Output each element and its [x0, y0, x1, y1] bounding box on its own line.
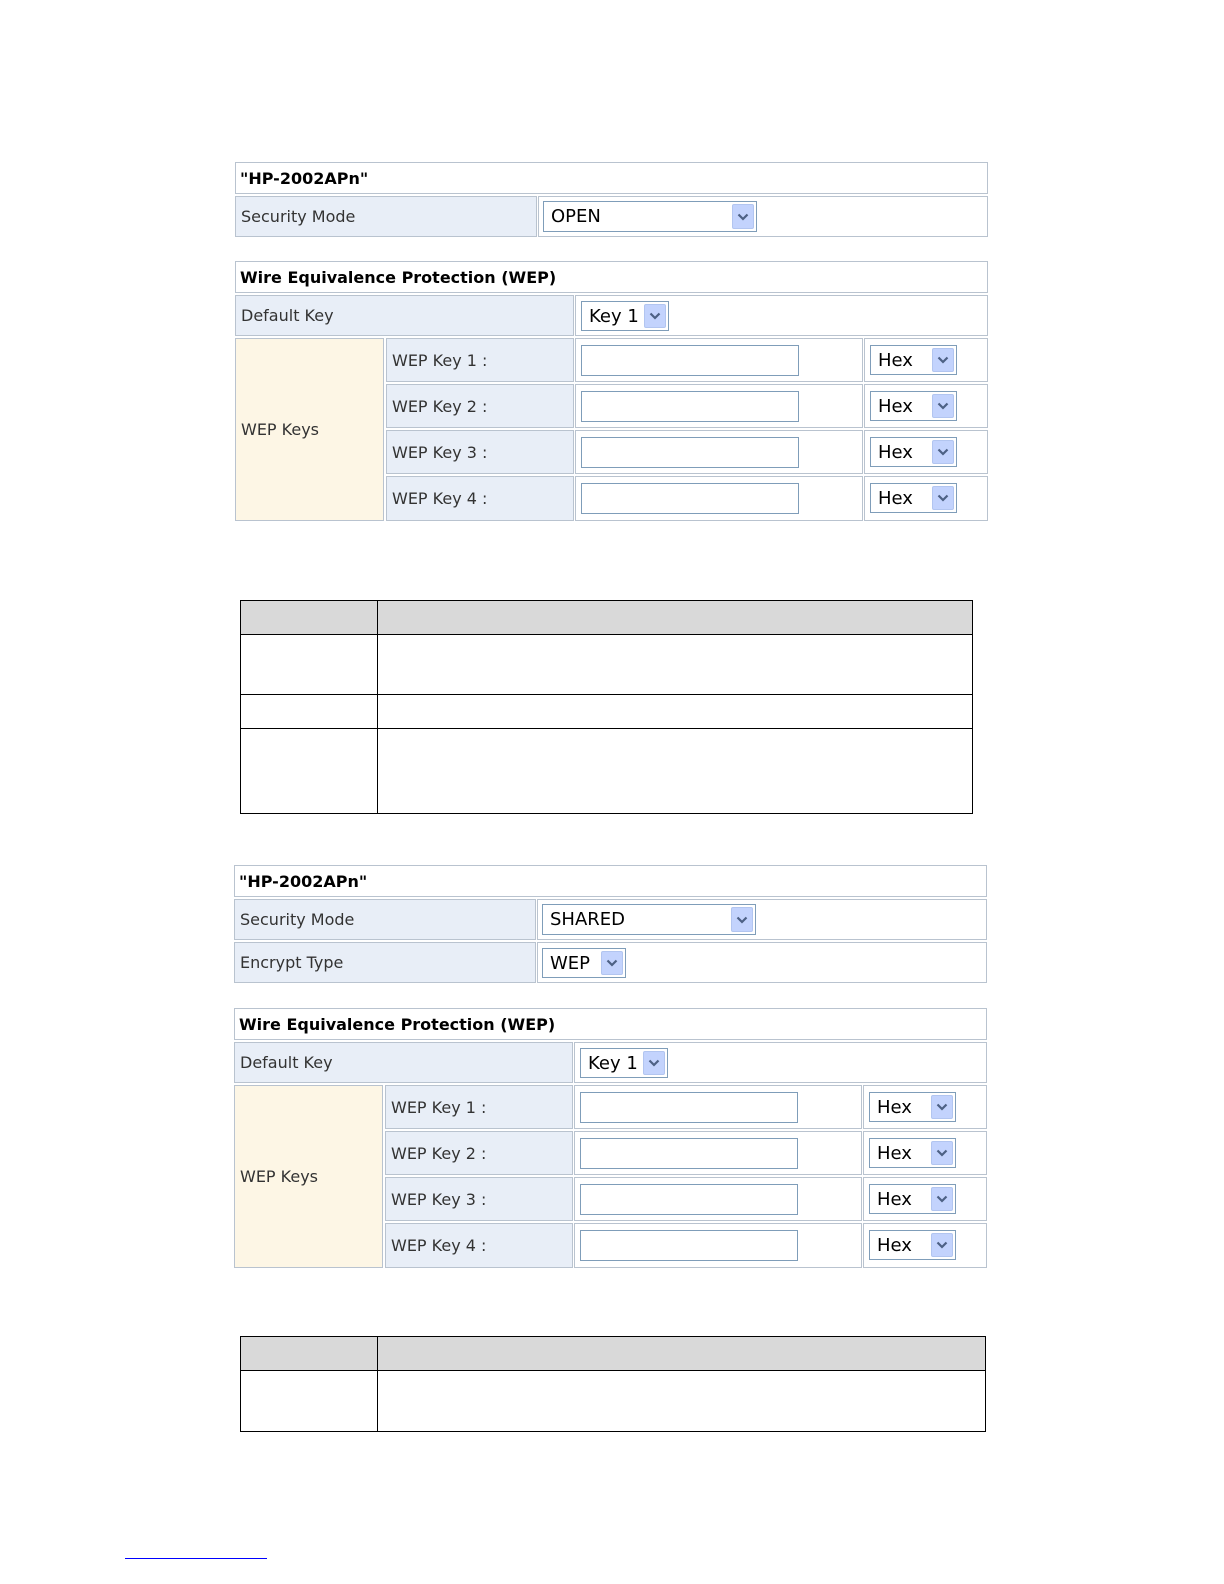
wep-key-3-input[interactable] — [581, 437, 799, 468]
wep-key-1-label: WEP Key 1 : — [386, 338, 574, 382]
device-title — [234, 865, 987, 897]
wep-key-3-format-cell — [864, 430, 988, 474]
chevron-down-icon[interactable] — [932, 440, 954, 464]
wep-key-3-label: WEP Key 3 : — [385, 1177, 573, 1221]
wep-section-title — [235, 261, 988, 293]
wep-key-4-cell — [574, 1223, 862, 1268]
wep-key-3-format-cell — [863, 1177, 987, 1221]
encrypt-type-label: Encrypt Type — [234, 942, 536, 983]
chevron-down-icon[interactable] — [643, 1051, 665, 1075]
encrypt-type-value: WEP — [550, 952, 591, 974]
table-row-divider — [241, 694, 972, 695]
wep-key-4-format-cell — [863, 1223, 987, 1268]
table-header-row — [241, 601, 972, 634]
wep-section-title — [234, 1008, 987, 1040]
wep-key-3-cell — [574, 1177, 862, 1221]
wep-key-3-format-select[interactable] — [870, 437, 957, 467]
chevron-down-icon[interactable] — [931, 1095, 953, 1119]
table-row-divider — [241, 1370, 985, 1371]
wep-key-2-input[interactable] — [581, 391, 799, 422]
chevron-down-icon[interactable] — [931, 1233, 953, 1257]
table-row-divider — [241, 728, 972, 729]
wep-key-3-format-select[interactable] — [869, 1184, 956, 1214]
wep-key-4-format-cell — [864, 476, 988, 521]
wep-key-1-format-select[interactable] — [870, 345, 957, 375]
footnote-separator — [125, 1558, 267, 1559]
wep-key-3-cell — [575, 430, 863, 474]
wep-key-2-format-cell — [863, 1131, 987, 1175]
encrypt-type-cell — [537, 942, 987, 983]
wep-key-1-label: WEP Key 1 : — [385, 1085, 573, 1129]
wep-key-2-cell — [574, 1131, 862, 1175]
wep-key-4-input[interactable] — [581, 483, 799, 514]
chevron-down-icon[interactable] — [644, 304, 666, 328]
chevron-down-icon[interactable] — [931, 1141, 953, 1165]
description-table-2 — [240, 1336, 986, 1432]
device-title-text: "HP-2002APn" — [240, 168, 369, 188]
wep-key-4-cell — [575, 476, 863, 521]
wep-key-4-format-select[interactable] — [870, 483, 957, 513]
wep-key-4-format-select[interactable] — [869, 1230, 956, 1260]
default-key-select[interactable] — [581, 301, 669, 331]
chevron-down-icon[interactable] — [931, 1187, 953, 1211]
security-mode-value: OPEN — [551, 206, 601, 227]
wep-key-2-input[interactable] — [580, 1138, 798, 1169]
wep-key-4-label: WEP Key 4 : — [386, 476, 574, 521]
wep-key-4-input[interactable] — [580, 1230, 798, 1261]
wep-key-3-label: WEP Key 3 : — [386, 430, 574, 474]
security-mode-cell — [537, 899, 987, 940]
wep-key-2-cell — [575, 384, 863, 428]
chevron-down-icon[interactable] — [932, 486, 954, 510]
wep-key-1-format-select[interactable] — [869, 1092, 956, 1122]
chevron-down-icon[interactable] — [731, 907, 753, 932]
default-key-cell — [575, 295, 988, 336]
wep-key-4-label: WEP Key 4 : — [385, 1223, 573, 1268]
table-row-divider — [241, 634, 972, 635]
wep-key-2-format-select[interactable] — [870, 391, 957, 421]
wep-key-1-format-value: Hex — [878, 349, 913, 371]
chevron-down-icon[interactable] — [932, 348, 954, 372]
wep-key-2-format-select[interactable] — [869, 1138, 956, 1168]
security-mode-select[interactable] — [542, 904, 756, 935]
wep-section-title-text: Wire Equivalence Protection (WEP) — [240, 267, 557, 287]
wep-key-3-input[interactable] — [580, 1184, 798, 1215]
security-mode-select[interactable] — [543, 201, 757, 232]
wep-section-title-text: Wire Equivalence Protection (WEP) — [239, 1014, 556, 1034]
wep-key-2-format-value: Hex — [878, 395, 913, 417]
wep-key-2-format-cell — [864, 384, 988, 428]
encrypt-type-select[interactable] — [542, 948, 626, 978]
device-title — [235, 162, 988, 194]
wep-key-1-cell — [574, 1085, 862, 1129]
chevron-down-icon[interactable] — [732, 204, 754, 229]
default-key-value: Key 1 — [588, 1052, 638, 1074]
wep-key-1-format-cell — [863, 1085, 987, 1129]
chevron-down-icon[interactable] — [601, 951, 623, 975]
table-header-row — [241, 1337, 985, 1370]
table-column-divider — [377, 601, 378, 813]
wep-key-3-format-value: Hex — [877, 1188, 912, 1210]
wep-key-1-input[interactable] — [581, 345, 799, 376]
default-key-select[interactable] — [580, 1048, 668, 1078]
wep-key-1-cell — [575, 338, 863, 382]
wep-key-1-input[interactable] — [580, 1092, 798, 1123]
default-key-cell — [574, 1042, 987, 1083]
wep-keys-label: WEP Keys — [235, 338, 384, 521]
security-mode-value: SHARED — [550, 909, 626, 930]
wep-key-2-label: WEP Key 2 : — [386, 384, 574, 428]
wep-keys-label: WEP Keys — [234, 1085, 383, 1268]
default-key-label: Default Key — [235, 295, 574, 336]
chevron-down-icon[interactable] — [932, 394, 954, 418]
wep-key-2-label: WEP Key 2 : — [385, 1131, 573, 1175]
device-title-text: "HP-2002APn" — [239, 871, 368, 891]
wep-key-4-format-value: Hex — [878, 487, 913, 509]
wep-key-1-format-value: Hex — [877, 1096, 912, 1118]
default-key-value: Key 1 — [589, 305, 639, 327]
wep-key-3-format-value: Hex — [878, 441, 913, 463]
description-table-1 — [240, 600, 973, 814]
default-key-label: Default Key — [234, 1042, 573, 1083]
wep-key-1-format-cell — [864, 338, 988, 382]
wep-key-4-format-value: Hex — [877, 1234, 912, 1256]
security-mode-label: Security Mode — [234, 899, 536, 940]
table-column-divider — [377, 1337, 378, 1431]
wep-key-2-format-value: Hex — [877, 1142, 912, 1164]
security-mode-cell — [538, 196, 988, 237]
security-mode-label: Security Mode — [235, 196, 537, 237]
